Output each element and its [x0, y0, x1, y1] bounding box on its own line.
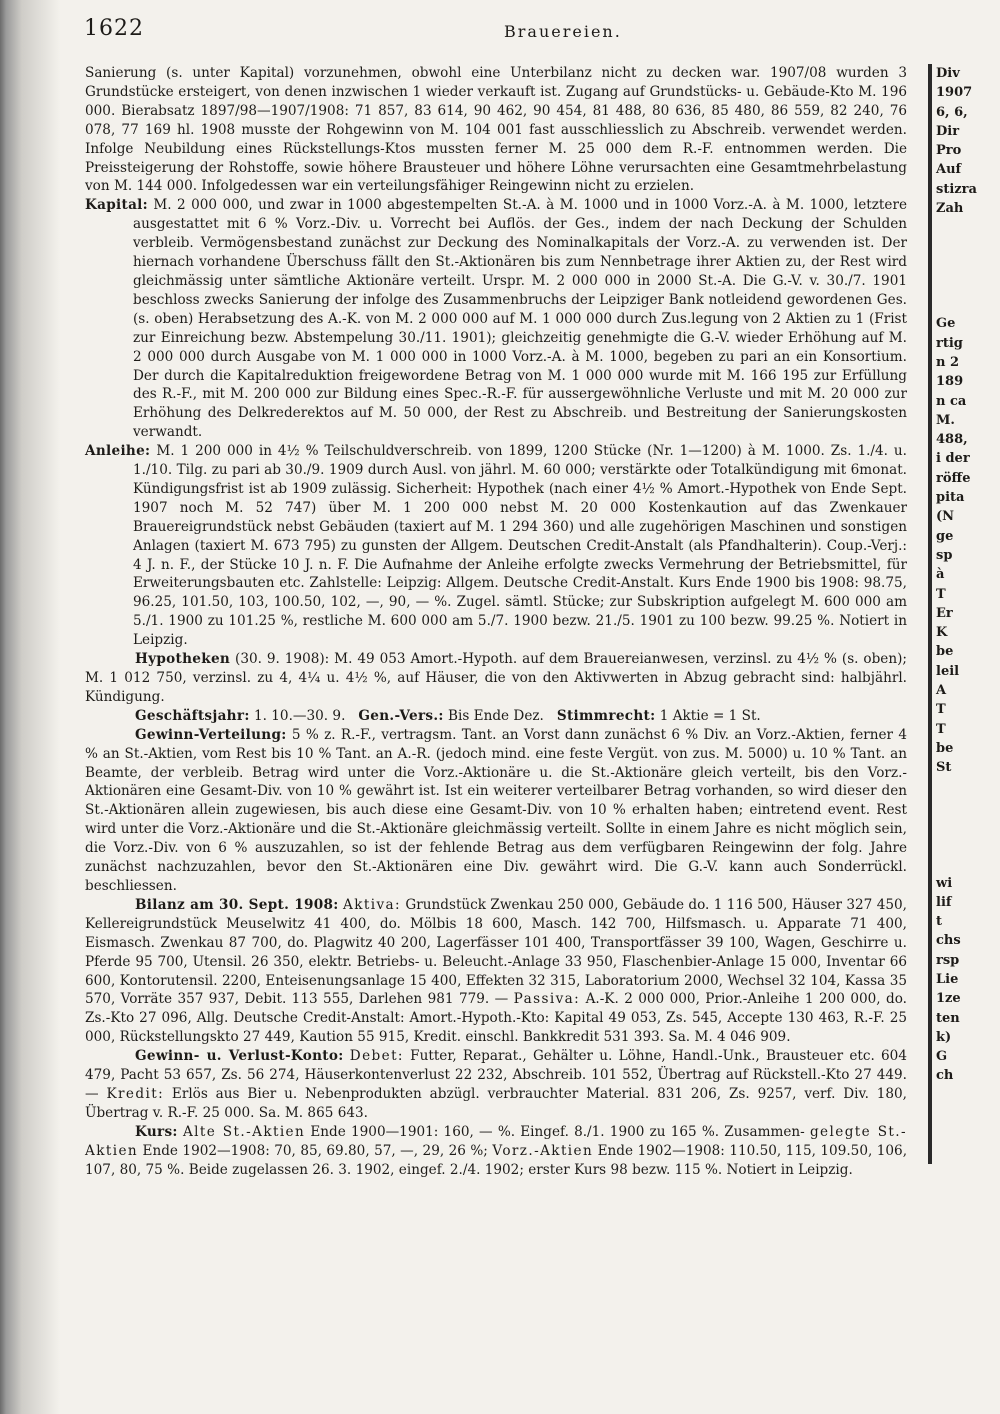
edge-block-top [936, 64, 1000, 218]
edge-block-low [936, 874, 1000, 1086]
stimmrecht-label: Stimmrecht: [556, 707, 656, 724]
edge-fragment: 1ze [936, 991, 961, 1007]
edge-fragment: M. [936, 412, 955, 428]
edge-fragment: Div [936, 66, 960, 81]
edge-fragment: leil [936, 663, 960, 679]
kurs-section [85, 1123, 907, 1180]
edge-fragment: rsp [936, 952, 960, 968]
edge-fragment: Lie [936, 971, 959, 987]
edge-fragment: T [936, 586, 946, 602]
edge-fragment: n ca [936, 393, 967, 409]
passiva-label: Passiva: [513, 991, 581, 1008]
edge-fragment: wi [936, 875, 953, 891]
zusammengelegte-st-aktien-label: gelegte St.-Aktien [85, 1123, 907, 1159]
edge-fragment: t [936, 914, 943, 930]
anleihe-section [85, 442, 907, 650]
bilanz-label: Bilanz am 30. Sept. 1908: [135, 896, 339, 913]
debet-label: Debet: [349, 1048, 404, 1065]
edge-fragment: Pro [936, 143, 962, 159]
edge-fragment: röffe [936, 470, 971, 486]
edge-fragment: Zah [936, 201, 964, 217]
kapital-text: M. 2 000 000, und zwar in 1000 abgestempelten St.-A. à M. 1000 und in 1000 Vorz.-A. à M. 1000, letztere ausgestattet mit 6 % Vorz.-Div. u. Vorrecht bei Auflös. der Ges., indem der nach Deckung der Schulden verbleib. Vermögensbestand zunächst zur Deckung des Nominalkapitals der Vorz.-A. zu verwenden ist. Der hiernach vorhandene Überschuss fällt den St.-Aktionären bis zum Nennbetrage ihrer Aktien zu, der Rest wird gleichmässig unter sämtliche Aktionäre verteilt. Urspr. M. 2 000 000 in 2000 St.-A. Die G.-V. v. 30./7. 1901 beschloss zwecks Sanierung der infolge des Zusammenbruchs der Leipziger Bank notleidend gewordenen Ges. (s. oben) Herabsetzung des A.-K. von M. 2 000 000 auf M. 1 000 000 durch Zus.legung von 2 Aktien zu 1 (Frist zur Einreichung bezw. Abstempelung 30./11. 1901); gleichzeitig genehmigte die G.-V. wieder Erhöhung auf M. 2 000 000 durch Ausgabe von M. 1 000 000 in 1000 Vorz.-A. à M. 1000, begeben zu pari an ein Konsortium. Der durch die Kapitalreduktion freigewordene Betrag von M. 1 000 000 wurde mit M. 166 195 zur Erfüllung des R.-F., mit M. 200 000 zur Bildung eines Spec.-R.-F. für aussergewöhnliche Verluste und mit M. 20 000 zur Erhöhung des Delkrederektos auf M. 50 000, der Rest zu Abschreib. und Bestreitung der Sanierungskosten verwandt. [133, 197, 907, 441]
edge-fragment: St [936, 760, 952, 776]
alte-st-aktien-label: Alte St.-Aktien [182, 1123, 306, 1140]
alte-st-aktien-text: Ende 1900—1901: 160, — %. Eingef. 8./1. 1900 zu 165 %. Zusammen- [310, 1123, 805, 1140]
gen-vers-label: Gen.-Vers.: [358, 707, 444, 724]
kredit-label: Kredit: [106, 1085, 165, 1102]
zusammengelegte-st-aktien-text: Ende 1902—1908: 70, 85, 69.80, 57, —, 29, 26 %; [142, 1142, 488, 1159]
edge-fragment: A [936, 683, 947, 699]
edge-fragment: lif [936, 894, 952, 910]
hypotheken-section [85, 650, 907, 707]
hypotheken-text: (30. 9. 1908): M. 49 053 Amort.-Hypoth. auf dem Brauereianwesen, verzinsl. zu 4½ % (s. oben); M. 1 012 750, verzinsl. zu 4, 4¼ u. 4½ %, auf Häuser, die von den Aktivwerten in Abzug gebracht sind: halbjährl. Kündigung. [85, 651, 907, 705]
edge-fragment: n 2 [936, 354, 960, 370]
kapital-label: Kapital: [85, 197, 148, 214]
edge-block-mid [936, 314, 1000, 777]
vorz-aktien-text: Ende 1902—1908: 110.50, 115, 109.50, 106, 107, 80, 75 %. Beide zugelassen 26. 3. 1902, eingef. 2./4. 1902; erster Kurs 98 bezw. 115 %. Notiert in Leipzig. [85, 1142, 908, 1178]
guv-label: Gewinn- u. Verlust-Konto: [135, 1048, 344, 1065]
vorz-aktien-label: Vorz.-Aktien [492, 1142, 594, 1159]
edge-fragment: rtig [936, 335, 963, 351]
stimmrecht-text: 1 Aktie = 1 St. [659, 707, 761, 724]
edge-fragment: 6, 6, [936, 104, 968, 120]
kurs-label: Kurs: [135, 1123, 178, 1140]
edge-fragment: sp [936, 547, 953, 563]
edge-fragment: 189 [936, 374, 964, 390]
edge-fragment: be [936, 740, 954, 756]
running-head: Brauereien. [504, 22, 622, 41]
edge-fragment: Dir [936, 123, 960, 139]
gewinn-verteilung-label: Gewinn-Verteilung: [135, 726, 287, 743]
page-number: 1622 [84, 16, 144, 41]
edge-fragment: ten [936, 1010, 960, 1026]
bilanz-section [85, 896, 907, 1047]
main-column [85, 64, 907, 1179]
geschaeftsjahr-section [85, 707, 907, 726]
guv-section [85, 1047, 907, 1123]
passiva-text: A.-K. 2 000 000, Prior.-Anleihe 1 200 000, do. Zs.-Kto 27 096, Allg. Deutsche Credit-Anstalt: Amort.-Hypoth.-Kto: Kapital 49 053, Zs. 545, Accepte 130 463, R.-F. 25 000, Rückstellungskto 27 449, Kaution 55 915, Kredit. einschl. Bankkredit 531 393. Sa. M. 4 046 909. [85, 991, 907, 1046]
edge-fragment: K [936, 625, 948, 641]
edge-fragment: 1907 [936, 85, 973, 101]
edge-fragment: Auf [936, 162, 962, 178]
geschaeftsjahr-text: 1. 10.—30. 9. [253, 707, 346, 724]
edge-fragment: (N [936, 509, 955, 525]
kredit-text: Erlös aus Bier u. Nebenprodukten abzügl. verbrauchter Material. 831 206, Zs. 9257, verf. Div. 180, Übertrag v. R.-F. 25 000. Sa. M. 865 643. [85, 1085, 908, 1121]
edge-gap [936, 218, 1000, 314]
adjacent-page-edge [928, 64, 1000, 1164]
edge-fragment: i der [936, 451, 970, 467]
edge-fragment: Ge [936, 316, 956, 332]
debet-text: Futter, Reparat., Gehälter u. Löhne, Handl.-Unk., Brausteuer etc. 604 479, Pacht 53 657, Zs. 56 274, Häuserkontenverlust 22 232, Abschreib. 101 552, Übertrag auf Rückstell.-Kto 27 449. — [85, 1048, 907, 1102]
aktiva-text: Grundstück Zwenkau 250 000, Gebäude do. 1 116 500, Häuser 327 450, Kellereigrundstück Meuselwitz 41 400, do. Mölbis 18 600, Masch. 142 700, Hilfsmasch. u. Apparate 71 400, Eismasch. Zwenkau 87 700, do. Plagwitz 40 200, Lagerfässer 101 400, Transportfässer 39 100, Wagen, Geschirre u. Pferde 95 700, Utensil. 26 350, elektr. Betriebs- u. Beleucht.-Anlage 33 950, Flaschenbier-Anlage 15 000, Inventar 66 600, Kontorutensil. 2200, Enteisenungsanlage 15 400, Effekten 32 315, Laboratorium 2000, Wechsel 32 104, Kassa 35 570, Vorräte 357 937, Debit. 113 555, Darlehen 981 779. — [85, 896, 907, 1008]
edge-fragment: à [936, 567, 945, 583]
edge-gap [936, 778, 1000, 874]
edge-fragment: k) [936, 1029, 952, 1045]
anleihe-text: M. 1 200 000 in 4½ % Teilschuldverschreib. von 1899, 1200 Stücke (Nr. 1—1200) à M. 1000. Zs. 1./4. u. 1./10. Tilg. zu pari ab 30./9. 1909 durch Ausl. von jährl. M. 60 000; verstärkte oder Totalkündigung mit 6monat. Kündigungsfrist ist ab 1909 zulässig. Sicherheit: Hypothek (nach einer 4½ % Amort.-Hypothek von Ende Sept. 1907 noch M. 52 747) über M. 1 200 000 nebst M. 20 000 Kostenkaution auf das Zwenkauer Brauereigrundstück nebst Gebäuden (taxiert auf M. 1 294 360) und alle zugehörigen Maschinen und sonstigen Anlagen (taxiert M. 673 795) zu gunsten der Allgem. Deutschen Credit-Anstalt (als Pfandhalterin). Coup.-Verj.: 4 J. n. F., der Stücke 10 J. n. F. Die Aufnahme der Anleihe erfolgte zwecks Vermehrung der Betriebsmittel, für Erweiterungsbauten etc. Zahlstelle: Leipzig: Allgem. Deutsche Credit-Anstalt. Kurs Ende 1900 bis 1908: 98.75, 96.25, 101.50, 103, 100.50, 102, —, 90, — %. Zugel. sämtl. Stücke; zur Subskription aufgelegt M. 600 000 am 5./1. 1900 zu 101.25 %, restliche M. 600 000 am 5./7. 1900 bezw. 21./5. 1901 zu 100 bezw. 99.25 %. Notiert in Leipzig. [133, 443, 907, 649]
gewinn-verteilung-section [85, 726, 907, 896]
edge-fragment: G [936, 1049, 948, 1065]
anleihe-label: Anleihe: [85, 443, 151, 460]
hypotheken-label: Hypotheken [135, 651, 231, 668]
gewinn-verteilung-text: 5 % z. R.-F., vertragsm. Tant. an Vorst dann zunächst 6 % Div. an Vorz.-Aktien, ferner 4 % an St.-Aktien, vom Rest bis 10 % Tant. an A.-R. (jedoch mind. eine feste Vergüt. von zus. M. 5000) u. 10 % Tant. an Beamte, der verbleib. Betrag wird unter die Vorz.-Aktionäre u. die St.-Aktionäre gleich verteilt, bis den Vorz.-Aktionären eine Gesamt-Div. von 10 % gewährt ist. Ist ein weiterer verteilbarer Betrag vorhanden, so wird dieser den St.-Aktionären allein zugewiesen, bis auch diese eine Gesamt-Div. von 10 % erhalten haben; eintretend event. Rest wird unter die Vorz.-Aktionäre und die St.-Aktionäre gleichmässig verteilt. Sollte in einem Jahre es nicht möglich sein, die Vorz.-Div. von 6 % auszuzahlen, so ist der fehlende Betrag aus dem verfügbaren Reingewinn der folg. Jahre zunächst nachzuzahlen, bevor den St.-Aktionären eine Div. gewährt wird. Die G.-V. kann auch Sonderrückl. beschliessen. [85, 726, 908, 894]
edge-fragment: ch [936, 1068, 954, 1084]
book-binding-shadow [0, 0, 60, 1414]
edge-fragment: T [936, 721, 946, 737]
edge-fragment: pita [936, 490, 965, 506]
edge-fragment: ge [936, 528, 954, 544]
page-header [84, 16, 954, 50]
gen-vers-text: Bis Ende Dez. [448, 707, 544, 724]
edge-fragment: chs [936, 933, 961, 949]
intro-paragraph: Sanierung (s. unter Kapital) vorzunehmen, obwohl eine Unterbilanz nicht zu decken war. 1907/08 wurden 3 Grundstücke ersteigert, von denen inzwischen 1 wieder verkauft ist. Zugang auf Grundstücks- u. Gebäude-Kto M. 196 000. Bierabsatz 1897/98—1907/1908: 71 857, 83 614, 90 462, 90 454, 81 488, 80 636, 85 480, 86 559, 82 240, 76 078, 77 169 hl. 1908 musste der Rohgewinn von M. 104 001 fast ausschliesslich zu Abschreib. verwendet werden. Infolge Neubildung eines Rückstellungs-Ktos mussten ferner M. 25 000 dem R.-F. entnommen werden. Die Preissteigerung der Rohstoffe, sowie höhere Brausteuer und höhere Löhne verursachten eine Gesamtmehrbelastung von M. 144 000. Infolgedessen war ein verteilungsfähiger Reingewinn nicht zu erzielen. [85, 65, 907, 195]
edge-fragment: T [936, 702, 946, 718]
edge-fragment: stizra [936, 181, 977, 197]
aktiva-label: Aktiva: [343, 896, 402, 913]
geschaeftsjahr-label: Geschäftsjahr: [135, 707, 250, 724]
edge-fragment: 488, [936, 432, 968, 448]
edge-fragment: Er [936, 605, 953, 621]
kapital-section [85, 196, 907, 442]
edge-fragment: be [936, 644, 954, 660]
